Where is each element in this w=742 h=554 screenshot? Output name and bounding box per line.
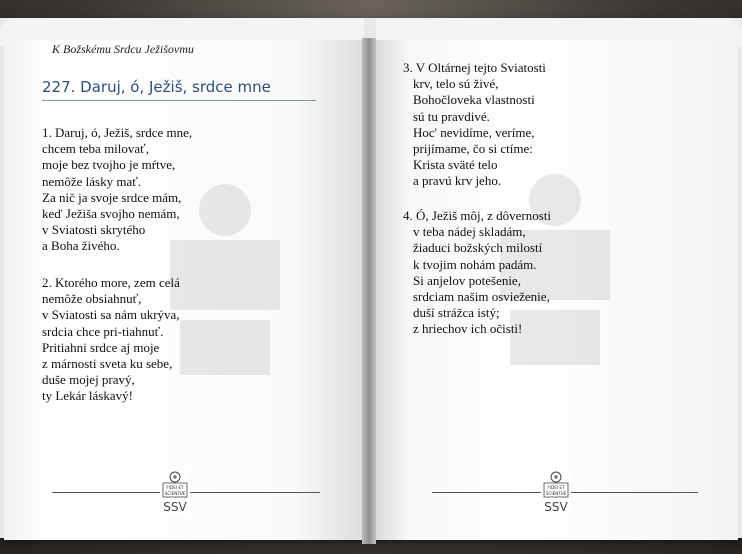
stanza-line: srdcia chce pri-tiahnuť. bbox=[42, 323, 164, 339]
stanza-line: 1. Daruj, ó, Ježiš, srdce mne, bbox=[42, 125, 193, 140]
stanza-2 bbox=[42, 275, 180, 405]
svg-text:FIDEI ET: FIDEI ET bbox=[166, 485, 184, 490]
stanza-line: 4. Ó, Ježiš môj, z dôvernosti bbox=[403, 208, 552, 223]
stanza-line: chcem teba milovať, bbox=[42, 141, 149, 157]
stanza-4 bbox=[403, 208, 551, 338]
title-underline bbox=[42, 100, 316, 101]
stanza-line: Krista sväté telo bbox=[413, 157, 498, 173]
stanza-line: duší strážca istý; bbox=[413, 305, 500, 321]
ssv-logo-left bbox=[160, 470, 190, 514]
svg-text:SCIENTIÆ: SCIENTIÆ bbox=[164, 491, 186, 496]
stanza-line: prijímame, čo si ctíme: bbox=[413, 141, 533, 157]
stanza-line: nemôže lásky mať. bbox=[42, 173, 142, 189]
stanza-line: Bohočloveka vlastnosti bbox=[413, 92, 535, 108]
stanza-line: v teba nádej skladám, bbox=[413, 224, 526, 240]
stanza-line: k tvojim nohám padám. bbox=[413, 256, 537, 272]
stanza-line: duše mojej pravý, bbox=[42, 372, 135, 388]
stanza-line: v Sviatosti sa nám ukrýva, bbox=[42, 307, 180, 323]
svg-text:SSV: SSV bbox=[544, 500, 568, 514]
stanza-line: moje bez tvojho je mŕtve, bbox=[42, 157, 176, 173]
svg-text:FIDEI ET: FIDEI ET bbox=[547, 485, 565, 490]
stanza-line: a pravú krv jeho. bbox=[413, 173, 502, 189]
running-title: K Božskému Srdcu Ježišovmu bbox=[52, 42, 194, 56]
svg-text:SCIENTIÆ: SCIENTIÆ bbox=[545, 491, 567, 496]
stanza-line: Hoc' nevidíme, veríme, bbox=[413, 124, 535, 140]
stanza-line: žiaduci božských milostí bbox=[413, 240, 543, 256]
stanza-line: srdciam našim osvieženie, bbox=[413, 289, 550, 305]
stanza-line: Pritiahni srdce aj moje bbox=[42, 339, 160, 355]
stanza-line: ty Lekár láskavý! bbox=[42, 388, 133, 404]
ssv-logo-right bbox=[541, 470, 571, 514]
stanza-line: v Sviatosti skrytého bbox=[42, 222, 146, 238]
stanza-line: Za nič ja svoje srdce mám, bbox=[42, 189, 182, 205]
svg-text:SSV: SSV bbox=[163, 500, 187, 514]
stanza-line: krv, telo sú živé, bbox=[413, 76, 499, 92]
stanza-line: z hriechov ich očisti! bbox=[413, 321, 523, 337]
stanza-line: z márnosti sveta ku sebe, bbox=[42, 356, 173, 372]
stanza-1 bbox=[42, 125, 192, 255]
book-spine bbox=[362, 38, 376, 544]
stanza-3 bbox=[403, 60, 546, 190]
stanza-line: a Boha živého. bbox=[42, 238, 120, 254]
song-title: 227. Daruj, ó, Ježiš, srdce mne bbox=[42, 78, 271, 96]
stanza-line: nemôže obsiahnuť, bbox=[42, 291, 142, 307]
stanza-line: 3. V Oltárnej tejto Sviatosti bbox=[403, 60, 546, 75]
stanza-line: sú tu pravdivé. bbox=[413, 108, 490, 124]
stanza-line: keď Ježiša svojho nemám, bbox=[42, 206, 180, 222]
stanza-line: 2. Ktorého more, zem celá bbox=[42, 275, 180, 290]
stanza-line: Si anjelov potešenie, bbox=[413, 272, 521, 288]
